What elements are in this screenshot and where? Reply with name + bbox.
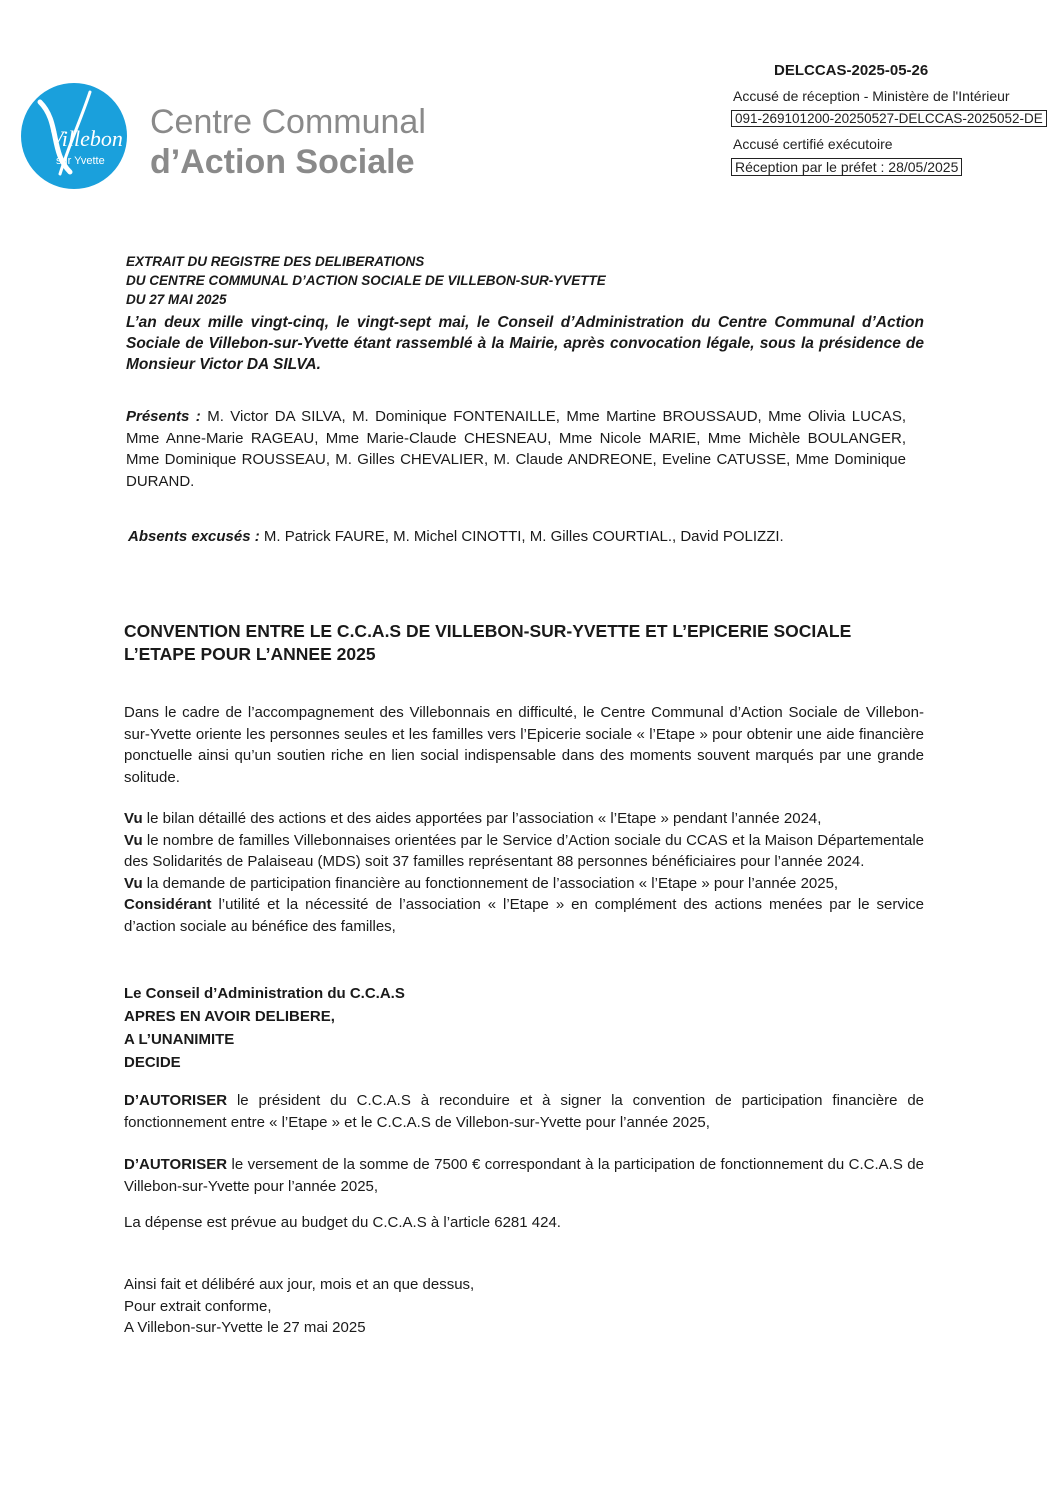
- deliberation-reference: DELCCAS-2025-05-26: [774, 62, 929, 79]
- closing-block: [124, 1274, 474, 1339]
- closing-line: A Villebon-sur-Yvette le 27 mai 2025: [124, 1319, 366, 1336]
- stamp-executory-line: Accusé certifié exécutoire: [733, 136, 893, 152]
- consideration-text: la demande de participation financière au fonctionnement de l’association « l’Etape » pour l’année 2025,: [146, 874, 839, 892]
- considerations-block: [124, 808, 924, 937]
- absents-list: M. Patrick FAURE, M. Michel CINOTTI, M. Gilles COURTIAL., David POLIZZI.: [263, 528, 784, 545]
- consideration-text: le nombre de familles Villebonnaises orientées par le Service d’Action sociale du CCAS et la Maison Départementale des Solidarités de Palaiseau (MDS) soit 37 familles représentant 88 personnes bénéficiaires pour l’année 2024.: [124, 831, 925, 870]
- presents-paragraph: [126, 406, 906, 492]
- extract-line-3: DU 27 MAI 2025: [126, 292, 227, 307]
- villebon-logo: [20, 82, 128, 190]
- extract-line-2: DU CENTRE COMMUNAL D’ACTION SOCIALE DE VILLEBON-SUR-YVETTE: [126, 273, 606, 288]
- context-paragraph: Dans le cadre de l’accompagnement des Villebonnais en difficulté, le Centre Communal d’Action Sociale de Villebon-sur-Yvette oriente les personnes seules et les familles vers l’Epicerie sociale « l’Etape » pour obtenir une aide financière ponctuelle ainsi qu’un soutien riche en lien social indispensable dans des moments souvent marqués par une grande solitude.: [124, 704, 924, 786]
- decision-head-line: A L’UNANIMITE: [124, 1031, 235, 1048]
- intro-paragraph: L’an deux mille vingt-cinq, le vingt-sept mai, le Conseil d’Administration du Centre Communal d’Action Sociale de Villebon-sur-Yvette étant rassemblé à la Mairie, après convocation légale, sous la présidence de Monsieur Victor DA SILVA.: [126, 314, 924, 373]
- consideration-text: le bilan détaillé des actions et des aides apportées par l’association « l’Etape » pendant l’année 2024,: [146, 810, 822, 827]
- decision-head-line: DECIDE: [124, 1054, 181, 1071]
- organisation-title: Centre Communal: [150, 103, 426, 141]
- decision-head-line: APRES EN AVOIR DELIBERE,: [124, 1008, 335, 1025]
- budget-line: La dépense est prévue au budget du C.C.A.S à l’article 6281 424.: [124, 1214, 561, 1231]
- logo-town-sub: sur Yvette: [56, 155, 105, 167]
- consideration-item: [124, 808, 924, 830]
- organisation-subtitle: d’Action Sociale: [150, 143, 415, 181]
- convention-title: CONVENTION ENTRE LE C.C.A.S DE VILLEBON-SUR-YVETTE ET L’EPICERIE SOCIALE L’ETAPE POUR L’ANNEE 2025: [124, 621, 852, 664]
- decision-text: le président du C.C.A.S à reconduire et à signer la convention de participation financière de fonctionnement entre « l’Etape » et le C.C.A.S de Villebon-sur-Yvette pour l’année 2025,: [124, 1092, 925, 1131]
- decision-heading: [124, 982, 405, 1074]
- consideration-lead: Vu: [124, 874, 143, 892]
- decision-item: [124, 1154, 924, 1197]
- absents-paragraph: [128, 526, 908, 548]
- closing-line: Pour extrait conforme,: [124, 1297, 272, 1315]
- decision-head-line: Le Conseil d’Administration du C.C.A.S: [124, 985, 405, 1002]
- decision-text: le versement de la somme de 7500 € correspondant à la participation de fonctionnement du C.C.A.S de Villebon-sur-Yvette pour l’année 2025,: [124, 1156, 924, 1195]
- stamp-prefect-date: Réception par le préfet : 28/05/2025: [731, 158, 962, 176]
- consideration-text: l’utilité et la nécessité de l’association « l’Etape » en complément des actions menées par le service d’action sociale au bénéfice des familles,: [124, 896, 925, 935]
- consideration-item: [124, 873, 924, 895]
- decision-item: [124, 1090, 924, 1133]
- decision-lead: D’AUTORISER: [124, 1156, 228, 1173]
- stamp-receipt-line: Accusé de réception - Ministère de l'Intérieur: [733, 88, 1010, 104]
- extract-line-1: EXTRAIT DU REGISTRE DES DELIBERATIONS: [126, 254, 425, 269]
- consideration-lead: Considérant: [124, 896, 212, 913]
- consideration-lead: Vu: [124, 810, 143, 827]
- presents-list: M. Victor DA SILVA, M. Dominique FONTENAILLE, Mme Martine BROUSSAUD, Mme Olivia LUCAS, Mme Anne-Marie RAGEAU, Mme Marie-Claude CHESNEAU, Mme Nicole MARIE, Mme Michèle BOULANGER, Mme Dominique ROUSSEAU, M. Gilles CHEVALIER, M. Claude ANDREONE, Eveline CATUSSE, Mme Dominique DURAND.: [126, 408, 906, 490]
- logo-town: Villebon: [50, 126, 123, 151]
- consideration-lead: Vu: [124, 831, 143, 849]
- stamp-act-number: 091-269101200-20250527-DELCCAS-2025052-DE: [731, 110, 1047, 127]
- decision-lead: D’AUTORISER: [124, 1092, 228, 1109]
- consideration-item: [124, 894, 924, 937]
- closing-line: Ainsi fait et délibéré aux jour, mois et an que dessus,: [124, 1276, 475, 1293]
- absents-label: Absents excusés :: [128, 528, 260, 545]
- consideration-item: [124, 830, 924, 873]
- extract-heading: [126, 252, 606, 309]
- presents-label: Présents :: [126, 408, 201, 425]
